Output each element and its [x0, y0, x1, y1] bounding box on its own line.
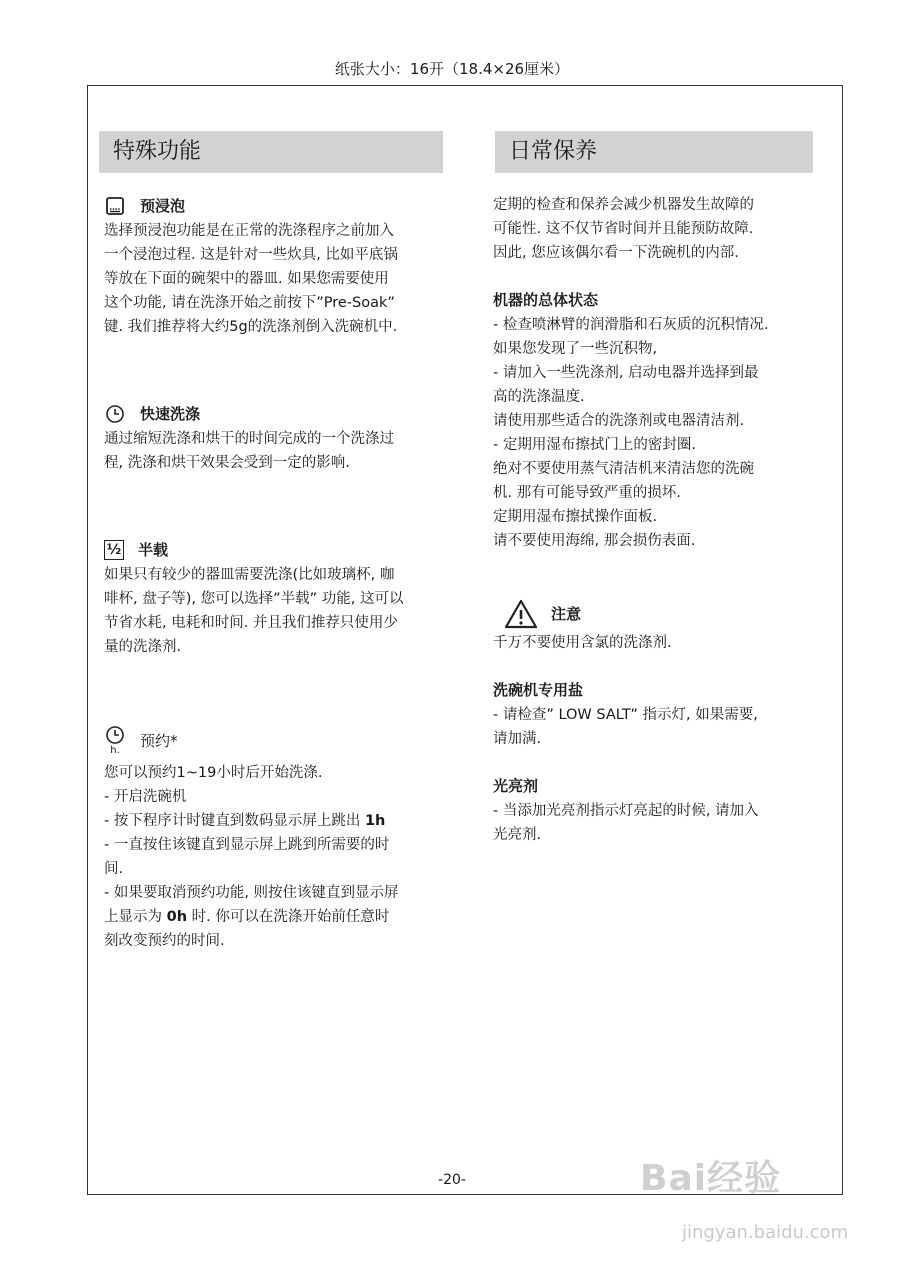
- delay-value-1h: 1h: [364, 813, 386, 829]
- delay-line-text: 上显示为: [104, 909, 167, 925]
- quick-wash-heading: [104, 401, 449, 427]
- quick-clock-icon: [104, 403, 126, 425]
- half-load-line: 啡杯, 盘子等), 您可以选择”半载” 功能, 这可以: [104, 591, 404, 607]
- warning-triangle-icon: [503, 598, 539, 630]
- half-load-icon: [104, 540, 124, 560]
- delay-line: - 一直按住该键直到显示屏上跳到所需要的时: [104, 837, 390, 853]
- section-title-maintenance: 日常保养: [495, 131, 813, 173]
- presoak-line: 等放在下面的碗架中的器皿. 如果您需要使用: [104, 271, 389, 287]
- quick-wash-title: 快速洗涤: [140, 405, 201, 423]
- half-load-line: 节省水耗, 电耗和时间. 并且我们推荐只使用少: [104, 615, 398, 631]
- salt-heading: 洗碗机专用盐: [493, 681, 584, 699]
- half-load-line: 量的洗涤剂.: [104, 639, 182, 655]
- general-line: - 检查喷淋臂的润滑脂和石灰质的沉积情况.: [493, 317, 769, 333]
- presoak-line: 键. 我们推荐将大约5g的洗涤剂倒入洗碗机中.: [104, 319, 398, 335]
- quick-wash-line: 通过缩短洗涤和烘干的时间完成的一个洗涤过: [104, 431, 394, 447]
- half-load-heading: [104, 537, 449, 563]
- presoak-title: 预浸泡: [140, 197, 186, 215]
- general-line: 绝对不要使用蒸气清洁机来清洁您的洗碗: [493, 461, 754, 477]
- intro-line: 可能性. 这不仅节省时间并且能预防故障.: [493, 221, 754, 237]
- rinse-aid-line: - 当添加光亮剂指示灯亮起的时候, 请加入: [493, 803, 759, 819]
- caution-heading: [493, 597, 823, 631]
- caution-text: 千万不要使用含氯的洗涤剂.: [493, 635, 672, 651]
- presoak-heading: [104, 193, 449, 219]
- delay-heading: [104, 721, 449, 761]
- half-load-title: 半载: [138, 541, 169, 559]
- section-title-special-functions: 特殊功能: [99, 131, 443, 173]
- delay-line: - 如果要取消预约功能, 则按住该键直到显示屏: [104, 885, 399, 901]
- salt-line: 请加满.: [493, 731, 542, 747]
- delay-line: 刻改变预约的时间.: [104, 933, 225, 949]
- presoak-line: 一个浸泡过程. 这是针对一些炊具, 比如平底锅: [104, 247, 398, 263]
- right-column: [493, 193, 823, 847]
- delay-line: - 开启洗碗机: [104, 789, 187, 805]
- delay-line-text: - 按下程序计时键直到数码显示屏上跳出: [104, 813, 365, 829]
- half-load-line: 如果只有较少的器皿需要洗涤(比如玻璃杯, 咖: [104, 567, 395, 583]
- presoak-line: 选择预浸泡功能是在正常的洗涤程序之前加入: [104, 223, 394, 239]
- delay-line: 间.: [104, 861, 124, 877]
- delay-value-0h: 0h: [166, 909, 188, 925]
- general-line: 请使用那些适合的洗涤剂或电器清洁剂.: [493, 413, 745, 429]
- delay-line: 您可以预约1~19小时后开始洗涤.: [104, 765, 323, 781]
- delay-icon-sub: h.: [110, 745, 120, 756]
- general-line: 请不要使用海绵, 那会损伤表面.: [493, 533, 696, 549]
- half-load-icon-text: ½: [106, 542, 122, 558]
- general-line: - 请加入一些洗涤剂, 启动电器并选择到最: [493, 365, 759, 381]
- page-number: -20-: [438, 1172, 466, 1188]
- general-line: 如果您发现了一些沉积物,: [493, 341, 658, 357]
- intro-line: 因此, 您应该偶尔看一下洗碗机的内部.: [493, 245, 739, 261]
- presoak-line: 这个功能, 请在洗涤开始之前按下”Pre-Soak”: [104, 295, 395, 311]
- caution-title: 注意: [551, 605, 582, 623]
- delay-title: 预约*: [140, 732, 178, 750]
- general-line: 高的洗涤温度.: [493, 389, 585, 405]
- quick-wash-line: 程, 洗涤和烘干效果会受到一定的影响.: [104, 455, 350, 471]
- rinse-aid-heading: 光亮剂: [493, 777, 539, 795]
- general-line: 定期用湿布擦拭操作面板.: [493, 509, 658, 525]
- delay-line: [104, 905, 449, 929]
- general-state-heading: 机器的总体状态: [493, 291, 599, 309]
- delay-line: [104, 809, 449, 833]
- general-line: - 定期用湿布擦拭门上的密封圈.: [493, 437, 696, 453]
- left-column: [104, 193, 449, 953]
- delay-line-text: 时. 你可以在洗涤开始前任意时: [187, 909, 390, 925]
- delay-clock-icon: [104, 721, 126, 761]
- salt-line: - 请检查” LOW SALT” 指示灯, 如果需要,: [493, 707, 758, 723]
- general-line: 机. 那有可能导致严重的损坏.: [493, 485, 681, 501]
- watermark-logo: Bai经验: [640, 1158, 782, 1199]
- presoak-icon: [104, 195, 126, 217]
- rinse-aid-line: 光亮剂.: [493, 827, 542, 843]
- watermark-url: jingyan.baidu.com: [682, 1222, 849, 1243]
- intro-line: 定期的检查和保养会减少机器发生故障的: [493, 197, 754, 213]
- paper-size-label: 纸张大小：16开（18.4×26厘米）: [334, 60, 570, 78]
